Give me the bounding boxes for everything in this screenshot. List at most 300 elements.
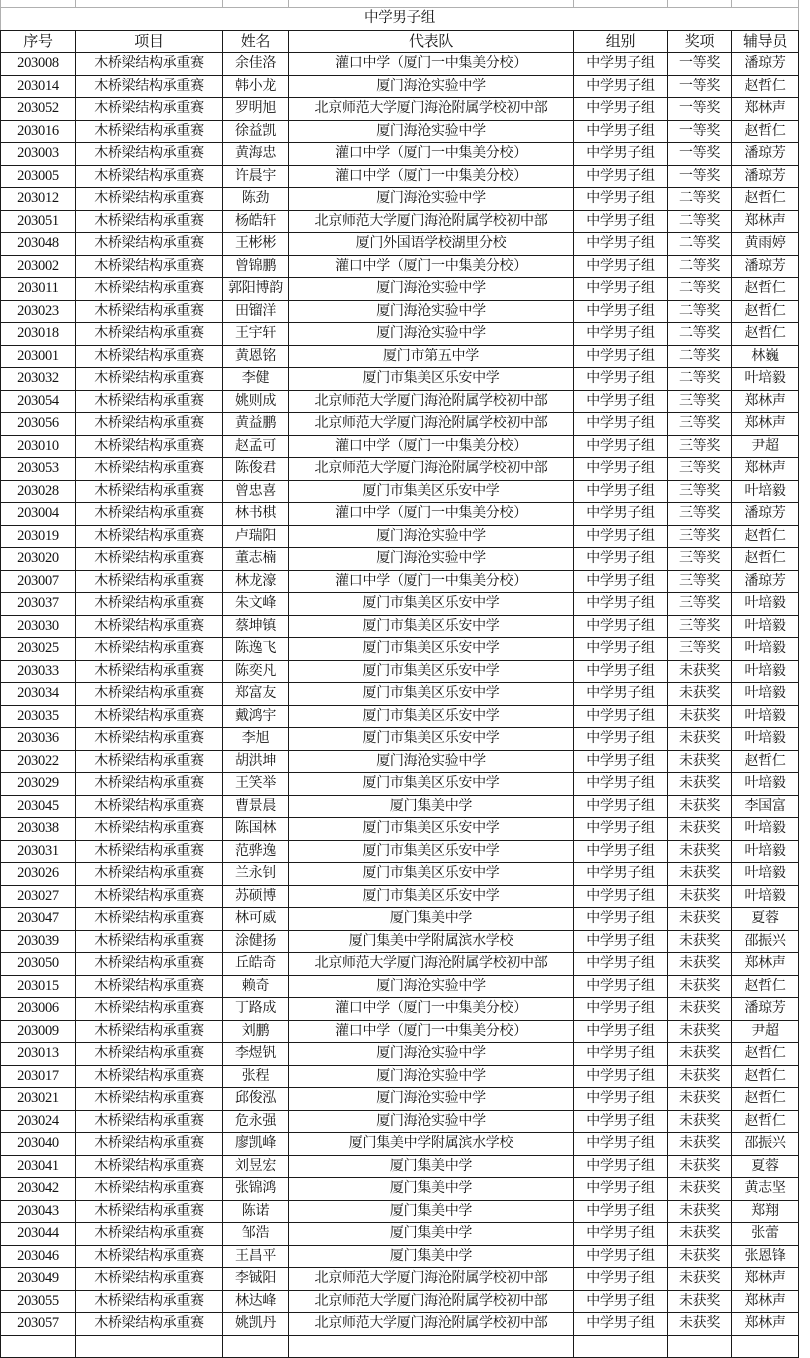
cell-group: 中学男子组 [574,368,668,391]
cell-coach: 李国富 [732,795,799,818]
cell-coach: 郑林声 [732,953,799,976]
cell-event: 木桥梁结构承重赛 [76,908,223,931]
cell-name: 姚凯丹 [223,1313,289,1336]
cell-group: 中学男子组 [574,773,668,796]
cell-coach: 潘琼芳 [732,53,799,76]
cell-coach: 叶培毅 [732,818,799,841]
header-group: 组别 [574,30,668,53]
cell-event: 木桥梁结构承重赛 [76,435,223,458]
cell-award: 未获奖 [668,1043,732,1066]
table-row [1,503,799,526]
table-row [1,1178,799,1201]
cell-id: 203011 [1,278,76,301]
cell-group: 中学男子组 [574,525,668,548]
cell-name: 胡洪坤 [223,750,289,773]
cell-event: 木桥梁结构承重赛 [76,188,223,211]
cell-id: 203043 [1,1200,76,1223]
table-row [1,345,799,368]
cell-award: 未获奖 [668,998,732,1021]
cell-event: 木桥梁结构承重赛 [76,1223,223,1246]
cell-coach: 潘琼芳 [732,165,799,188]
cell-team: 北京师范大学厦门海沧附属学校初中部 [289,210,574,233]
cell-award: 三等奖 [668,525,732,548]
cell-award: 一等奖 [668,120,732,143]
cell-team: 灌口中学（厦门一中集美分校） [289,435,574,458]
table-row [1,660,799,683]
cell-coach: 潘琼芳 [732,998,799,1021]
cell-event: 木桥梁结构承重赛 [76,638,223,661]
cell-id: 203031 [1,840,76,863]
cell-team: 厦门海沧实验中学 [289,278,574,301]
cell-team: 北京师范大学厦门海沧附属学校初中部 [289,458,574,481]
cell-coach: 郑林声 [732,1290,799,1313]
cell-team: 厦门海沧实验中学 [289,975,574,998]
cell-id: 203030 [1,615,76,638]
cell-group: 中学男子组 [574,143,668,166]
cell-id: 203003 [1,143,76,166]
cell-event: 木桥梁结构承重赛 [76,975,223,998]
cell-coach: 邵振兴 [732,930,799,953]
cell-event: 木桥梁结构承重赛 [76,525,223,548]
cell-id: 203056 [1,413,76,436]
cell-award: 未获奖 [668,683,732,706]
cell-name: 曾忠喜 [223,480,289,503]
cell-event: 木桥梁结构承重赛 [76,683,223,706]
cell-group: 中学男子组 [574,750,668,773]
cell-award: 三等奖 [668,570,732,593]
cell-coach: 尹超 [732,435,799,458]
cell-group: 中学男子组 [574,1133,668,1156]
cell-group: 中学男子组 [574,548,668,571]
cell-event: 木桥梁结构承重赛 [76,750,223,773]
cell-name: 朱文峰 [223,593,289,616]
cell-group: 中学男子组 [574,1245,668,1268]
cell-id: 203005 [1,165,76,188]
table-row [1,368,799,391]
table-row [1,188,799,211]
cell-name: 刘鹏 [223,1020,289,1043]
cell-event: 木桥梁结构承重赛 [76,863,223,886]
cell-group: 中学男子组 [574,795,668,818]
cell-award: 二等奖 [668,210,732,233]
cell-name: 林书棋 [223,503,289,526]
cell-event: 木桥梁结构承重赛 [76,1155,223,1178]
table-row [1,75,799,98]
cell-name: 赖奇 [223,975,289,998]
cell-team: 厦门市集美区乐安中学 [289,863,574,886]
cell-id: 203020 [1,548,76,571]
cell-team: 厦门市集美区乐安中学 [289,638,574,661]
cell-group: 中学男子组 [574,165,668,188]
cell-name: 曹景晨 [223,795,289,818]
cell-group: 中学男子组 [574,975,668,998]
cell-group: 中学男子组 [574,435,668,458]
cell-id: 203001 [1,345,76,368]
table-row [1,233,799,256]
cell-event: 木桥梁结构承重赛 [76,1290,223,1313]
table-row [1,1200,799,1223]
cell-event: 木桥梁结构承重赛 [76,368,223,391]
cell-award: 一等奖 [668,98,732,121]
table-row [1,998,799,1021]
cell-award: 未获奖 [668,773,732,796]
cell-team: 北京师范大学厦门海沧附属学校初中部 [289,390,574,413]
cell-coach: 郑林声 [732,1268,799,1291]
cell-award: 一等奖 [668,165,732,188]
table-row [1,863,799,886]
header-name: 姓名 [223,30,289,53]
cell-team: 厦门市集美区乐安中学 [289,480,574,503]
cell-event: 木桥梁结构承重赛 [76,660,223,683]
cell-coach: 赵哲仁 [732,1088,799,1111]
table-row [1,1155,799,1178]
cell-group: 中学男子组 [574,1313,668,1336]
cell-coach: 叶培毅 [732,660,799,683]
cell-coach: 张恩锋 [732,1245,799,1268]
cell-award: 未获奖 [668,795,732,818]
cell-team: 厦门集美中学 [289,1200,574,1223]
cell-event: 木桥梁结构承重赛 [76,1178,223,1201]
cell-coach: 赵哲仁 [732,975,799,998]
cell-name: 李煜钒 [223,1043,289,1066]
table-row [1,750,799,773]
cell-event: 木桥梁结构承重赛 [76,840,223,863]
cell-group: 中学男子组 [574,98,668,121]
cell-event: 木桥梁结构承重赛 [76,1020,223,1043]
cell-group: 中学男子组 [574,683,668,706]
cell-id: 203035 [1,705,76,728]
cell-group: 中学男子组 [574,1155,668,1178]
cell-award: 一等奖 [668,75,732,98]
cell-award: 未获奖 [668,1245,732,1268]
cell-event: 木桥梁结构承重赛 [76,210,223,233]
cell-team: 厦门海沧实验中学 [289,548,574,571]
cell-team: 灌口中学（厦门一中集美分校） [289,165,574,188]
cell-team: 北京师范大学厦门海沧附属学校初中部 [289,1290,574,1313]
title-row [1,8,799,31]
cell-award: 三等奖 [668,458,732,481]
cell-coach: 夏蓉 [732,908,799,931]
cell-team: 厦门市集美区乐安中学 [289,773,574,796]
empty-row [1,1335,799,1357]
table-row [1,120,799,143]
table-row [1,818,799,841]
cell-event: 木桥梁结构承重赛 [76,930,223,953]
cell-group: 中学男子组 [574,1223,668,1246]
cell-group: 中学男子组 [574,188,668,211]
spacer-row [1,0,799,8]
cell-team: 北京师范大学厦门海沧附属学校初中部 [289,953,574,976]
cell-award: 三等奖 [668,413,732,436]
cell-id: 203038 [1,818,76,841]
cell-team: 北京师范大学厦门海沧附属学校初中部 [289,1268,574,1291]
table-row [1,930,799,953]
cell-id: 203051 [1,210,76,233]
cell-group: 中学男子组 [574,53,668,76]
cell-team: 灌口中学（厦门一中集美分校） [289,503,574,526]
table-row [1,525,799,548]
cell-name: 陈俊君 [223,458,289,481]
cell-team: 厦门市集美区乐安中学 [289,885,574,908]
table-row [1,908,799,931]
cell-name: 林可威 [223,908,289,931]
cell-team: 厦门海沧实验中学 [289,300,574,323]
cell-id: 203047 [1,908,76,931]
cell-award: 未获奖 [668,1178,732,1201]
cell-id: 203040 [1,1133,76,1156]
cell-team: 厦门海沧实验中学 [289,750,574,773]
header-id: 序号 [1,30,76,53]
cell-coach: 邵振兴 [732,1133,799,1156]
cell-id: 203002 [1,255,76,278]
cell-team: 厦门市集美区乐安中学 [289,660,574,683]
cell-name: 林龙濠 [223,570,289,593]
cell-name: 廖凯峰 [223,1133,289,1156]
cell-coach: 叶培毅 [732,683,799,706]
cell-team: 厦门海沧实验中学 [289,120,574,143]
cell-award: 未获奖 [668,1290,732,1313]
cell-coach: 叶培毅 [732,863,799,886]
cell-name: 赵孟可 [223,435,289,458]
cell-award: 未获奖 [668,1313,732,1336]
cell-group: 中学男子组 [574,75,668,98]
table-row [1,570,799,593]
cell-event: 木桥梁结构承重赛 [76,345,223,368]
cell-award: 未获奖 [668,908,732,931]
cell-name: 余佳洛 [223,53,289,76]
cell-team: 厦门市第五中学 [289,345,574,368]
cell-coach: 潘琼芳 [732,503,799,526]
cell-coach: 黄志坚 [732,1178,799,1201]
cell-team: 灌口中学（厦门一中集美分校） [289,255,574,278]
cell-name: 董志楠 [223,548,289,571]
cell-award: 未获奖 [668,1020,732,1043]
cell-id: 203039 [1,930,76,953]
table-row [1,390,799,413]
cell-team: 厦门集美中学 [289,795,574,818]
cell-name: 林达峰 [223,1290,289,1313]
cell-id: 203034 [1,683,76,706]
cell-coach: 叶培毅 [732,480,799,503]
cell-award: 未获奖 [668,1110,732,1133]
table-row [1,1245,799,1268]
table-row [1,593,799,616]
cell-group: 中学男子组 [574,885,668,908]
cell-coach: 郑林声 [732,98,799,121]
cell-id: 203046 [1,1245,76,1268]
cell-team: 厦门海沧实验中学 [289,75,574,98]
cell-award: 二等奖 [668,255,732,278]
cell-coach: 叶培毅 [732,615,799,638]
cell-group: 中学男子组 [574,1290,668,1313]
cell-event: 木桥梁结构承重赛 [76,300,223,323]
cell-event: 木桥梁结构承重赛 [76,1268,223,1291]
cell-coach: 赵哲仁 [732,548,799,571]
cell-group: 中学男子组 [574,615,668,638]
cell-team: 厦门集美中学 [289,1223,574,1246]
table-row [1,1290,799,1313]
header-team: 代表队 [289,30,574,53]
cell-coach: 潘琼芳 [732,255,799,278]
table-row [1,1020,799,1043]
cell-id: 203044 [1,1223,76,1246]
cell-name: 田镏洋 [223,300,289,323]
cell-team: 北京师范大学厦门海沧附属学校初中部 [289,98,574,121]
table-row [1,975,799,998]
cell-id: 203012 [1,188,76,211]
cell-team: 厦门外国语学校湖里分校 [289,233,574,256]
cell-coach: 赵哲仁 [732,1110,799,1133]
cell-event: 木桥梁结构承重赛 [76,1133,223,1156]
cell-group: 中学男子组 [574,503,668,526]
cell-id: 203050 [1,953,76,976]
cell-coach: 叶培毅 [732,638,799,661]
cell-name: 张锦鸿 [223,1178,289,1201]
table-row [1,638,799,661]
cell-id: 203055 [1,1290,76,1313]
cell-group: 中学男子组 [574,278,668,301]
cell-event: 木桥梁结构承重赛 [76,795,223,818]
cell-event: 木桥梁结构承重赛 [76,1110,223,1133]
cell-event: 木桥梁结构承重赛 [76,233,223,256]
table-row [1,413,799,436]
cell-name: 王宇轩 [223,323,289,346]
cell-event: 木桥梁结构承重赛 [76,1065,223,1088]
cell-group: 中学男子组 [574,1088,668,1111]
cell-team: 厦门海沧实验中学 [289,1088,574,1111]
cell-name: 李旭 [223,728,289,751]
cell-name: 杨皓轩 [223,210,289,233]
cell-group: 中学男子组 [574,840,668,863]
cell-coach: 郑林声 [732,458,799,481]
cell-team: 灌口中学（厦门一中集美分校） [289,1020,574,1043]
table-row [1,1043,799,1066]
cell-event: 木桥梁结构承重赛 [76,1200,223,1223]
cell-event: 木桥梁结构承重赛 [76,503,223,526]
cell-coach: 黄雨婷 [732,233,799,256]
cell-group: 中学男子组 [574,1065,668,1088]
cell-event: 木桥梁结构承重赛 [76,728,223,751]
cell-group: 中学男子组 [574,120,668,143]
cell-award: 三等奖 [668,435,732,458]
cell-team: 灌口中学（厦门一中集美分校） [289,143,574,166]
cell-event: 木桥梁结构承重赛 [76,413,223,436]
cell-id: 203022 [1,750,76,773]
cell-coach: 赵哲仁 [732,278,799,301]
cell-coach: 郑林声 [732,1313,799,1336]
cell-id: 203015 [1,975,76,998]
table-row [1,143,799,166]
cell-coach: 赵哲仁 [732,120,799,143]
cell-award: 未获奖 [668,1200,732,1223]
cell-award: 未获奖 [668,975,732,998]
cell-team: 厦门市集美区乐安中学 [289,615,574,638]
cell-team: 厦门海沧实验中学 [289,1065,574,1088]
table-row [1,1088,799,1111]
cell-award: 未获奖 [668,818,732,841]
cell-coach: 赵哲仁 [732,75,799,98]
cell-name: 陈诺 [223,1200,289,1223]
cell-id: 203016 [1,120,76,143]
cell-name: 黄益鹏 [223,413,289,436]
cell-event: 木桥梁结构承重赛 [76,255,223,278]
cell-id: 203029 [1,773,76,796]
cell-team: 厦门集美中学 [289,1245,574,1268]
cell-id: 203026 [1,863,76,886]
cell-name: 李铖阳 [223,1268,289,1291]
table-row [1,480,799,503]
cell-name: 曾锦鹏 [223,255,289,278]
cell-team: 厦门海沧实验中学 [289,1043,574,1066]
cell-event: 木桥梁结构承重赛 [76,705,223,728]
cell-group: 中学男子组 [574,255,668,278]
cell-award: 二等奖 [668,300,732,323]
cell-name: 黄恩铭 [223,345,289,368]
cell-name: 王彬彬 [223,233,289,256]
cell-team: 北京师范大学厦门海沧附属学校初中部 [289,1313,574,1336]
cell-coach: 赵哲仁 [732,300,799,323]
cell-id: 203052 [1,98,76,121]
cell-id: 203014 [1,75,76,98]
cell-award: 未获奖 [668,1155,732,1178]
cell-id: 203033 [1,660,76,683]
cell-coach: 张蕾 [732,1223,799,1246]
cell-coach: 赵哲仁 [732,750,799,773]
cell-name: 兰永钊 [223,863,289,886]
cell-event: 木桥梁结构承重赛 [76,818,223,841]
cell-group: 中学男子组 [574,1268,668,1291]
table-row [1,1133,799,1156]
cell-coach: 叶培毅 [732,728,799,751]
cell-coach: 叶培毅 [732,705,799,728]
table-row [1,1223,799,1246]
cell-event: 木桥梁结构承重赛 [76,390,223,413]
cell-award: 未获奖 [668,953,732,976]
cell-name: 邱俊泓 [223,1088,289,1111]
table-row [1,210,799,233]
cell-group: 中学男子组 [574,998,668,1021]
table-row [1,953,799,976]
table-row [1,165,799,188]
cell-event: 木桥梁结构承重赛 [76,953,223,976]
cell-award: 三等奖 [668,638,732,661]
cell-award: 二等奖 [668,278,732,301]
table-row [1,548,799,571]
cell-event: 木桥梁结构承重赛 [76,1043,223,1066]
cell-coach: 赵哲仁 [732,188,799,211]
cell-group: 中学男子组 [574,863,668,886]
cell-event: 木桥梁结构承重赛 [76,165,223,188]
cell-name: 蔡坤镇 [223,615,289,638]
cell-name: 苏硕博 [223,885,289,908]
cell-name: 丁路成 [223,998,289,1021]
cell-id: 203004 [1,503,76,526]
cell-group: 中学男子组 [574,458,668,481]
cell-coach: 尹超 [732,1020,799,1043]
cell-award: 未获奖 [668,863,732,886]
cell-event: 木桥梁结构承重赛 [76,1245,223,1268]
cell-name: 黄海忠 [223,143,289,166]
cell-id: 203027 [1,885,76,908]
cell-coach: 郑林声 [732,210,799,233]
cell-event: 木桥梁结构承重赛 [76,885,223,908]
cell-award: 一等奖 [668,53,732,76]
cell-award: 三等奖 [668,480,732,503]
cell-group: 中学男子组 [574,638,668,661]
cell-id: 203041 [1,1155,76,1178]
cell-coach: 潘琼芳 [732,570,799,593]
cell-group: 中学男子组 [574,818,668,841]
